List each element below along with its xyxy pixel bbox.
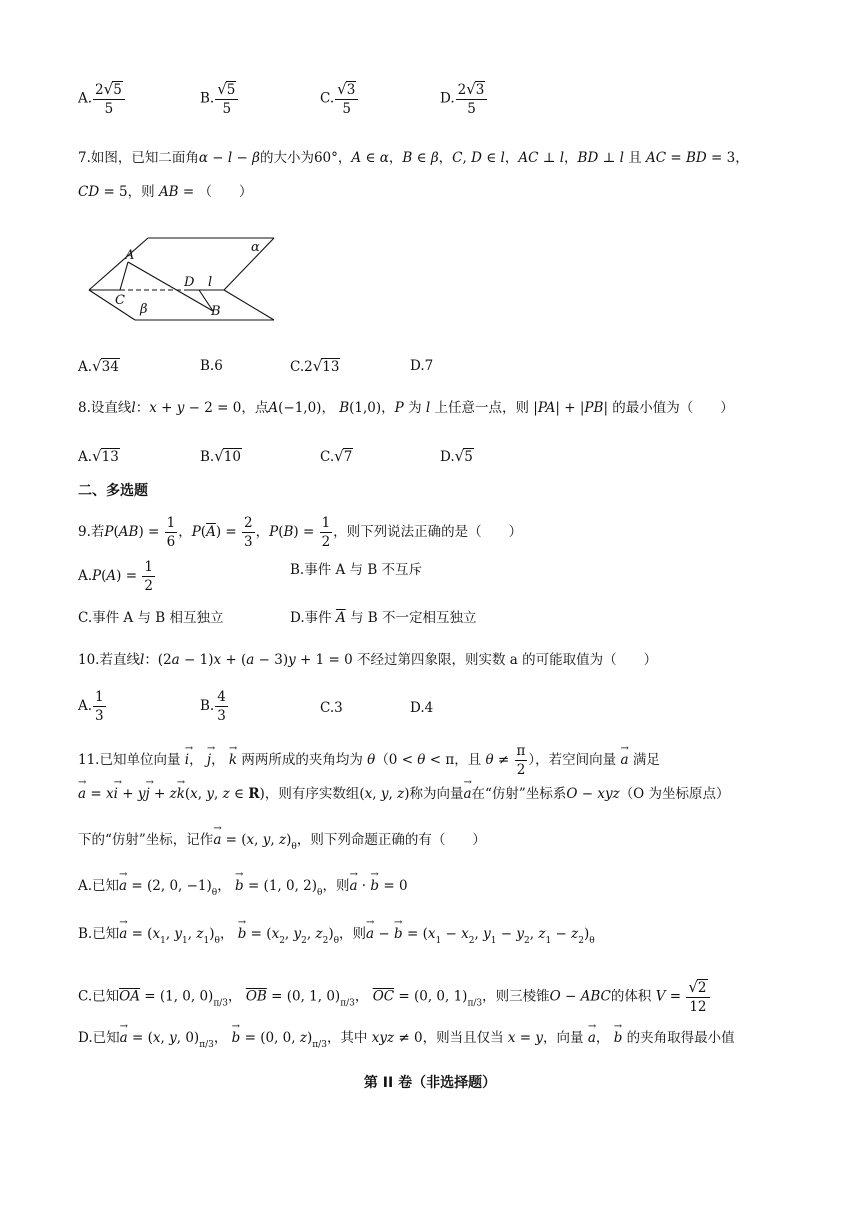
q9-stem: 9.若P(AB) = $\frac{1}{6}$ ，$P(\overline{A})$ = $\frac{2}{3}$ ，P(B) = $\frac{1}{2}$ ，则下列说法正确的是（ ）	[78, 515, 523, 550]
part-2-title: 第 II 卷（非选择题）	[363, 1075, 497, 1091]
q9-option-d: D.事件 $\overline{A}$ 与 B 不一定相互独立	[290, 610, 477, 626]
q10-option-c: C.3	[320, 700, 343, 716]
q6-option-b: B. $\frac{√5}{5}$	[200, 80, 239, 118]
q11-option-b: B.已知→ $a = (x_1$, $y_1$, $z_1)_\theta$， → $b = (x_2$, $y_2$, $z_2)_\theta$，则→ a − → $b = (x_1 - x_2$, $y_1 - y_2$, $z_1 - z_2)_\theta$	[78, 924, 595, 951]
label-alpha: α	[251, 240, 260, 255]
q9-option-c: C.事件 A 与 B 相互独立	[78, 610, 224, 626]
label-l: l	[208, 275, 213, 290]
section-multiple-choice: 二、多选题	[78, 483, 148, 499]
q7-dihedral-figure	[80, 228, 290, 328]
q9-option-a: A.P(A) = $\frac{1}{2}$	[78, 559, 153, 594]
q10-stem: 10.若直线l：(2a − 1)x + (a − 3)y + 1 = 0 不经过第四象限，则实数 a 的可能取值为（ ）	[78, 652, 658, 668]
q6-option-a: A. $\frac{2√5}{5}$	[78, 80, 126, 118]
q10-option-a: A. $\frac{1}{3}$	[78, 689, 104, 724]
label-c: C	[115, 293, 125, 308]
q7-option-b: B.6	[200, 358, 223, 374]
q10-option-d: D.4	[410, 700, 434, 716]
label-a: A	[125, 248, 135, 263]
q11-option-a: A.已知→ a = (2, 0, $-1)_\theta$， → b = (1, 0, $2)_\theta$，则→ a · → b = 0	[78, 876, 408, 903]
label-beta: β	[140, 302, 148, 317]
q11-stem-line3: 下的“仿射”坐标，记作→ a = (x, y, $z)_\theta$，则下列命题正确的有（ ）	[78, 830, 486, 857]
q7-option-c: C.2√13	[290, 357, 340, 375]
q8-option-b: B.√10	[200, 447, 241, 465]
q8-stem: 8.设直线l：x + y − 2 = 0，点A(−1,0)， B(1,0)，P 为 l 上任意一点，则 |PA| + |PB| 的最小值为（ ）	[78, 400, 734, 416]
label-b: B	[211, 304, 221, 319]
q6-option-c: C. $\frac{√3}{5}$	[320, 80, 359, 118]
q10-option-b: B. $\frac{4}{3}$	[200, 689, 226, 724]
q6-option-d: D. $\frac{2√3}{5}$	[440, 80, 488, 118]
q7-stem-line2: CD = 5，则 AB = （ ）	[78, 184, 253, 200]
q8-option-d: D.√5	[440, 447, 473, 465]
q11-option-d: D.已知→ a = (x, y, $0)_{\pi/3}$， → b = (0, 0, $z)_{\pi/3}$，其中 xyz ≠ 0，则当且仅当 x = y，向量 → a， → b 的夹角取得最小值	[78, 1028, 735, 1055]
q9-option-b: B.事件 A 与 B 不互斥	[290, 562, 423, 578]
q11-stem-line1: 11.已知单位向量 → i， → j， → k 两两所成的夹角均为 θ（0 < θ < π，且 θ ≠ $\frac{\pi}{2}$ ），若空间向量 → a 满足	[78, 742, 660, 779]
q11-stem-line2: → a = x→ i + y→ j + z→ k(x, y, z ∈ R)，则有序实数组(x, y, z)称为向量→ a在“仿射”坐标系O − xyz（O 为坐标原点）	[78, 784, 730, 804]
q8-option-c: C.√7	[320, 447, 353, 465]
q11-option-c: C.已知$\overline{OA} = (1$, 0, $0)_{\pi/3}$， $\overline{OB} = (0$, 1, $0)_{\pi/3}$， $\overline{OC} = (0$, 0, $1)_{\pi/3}$，则三棱锥O − ABC的体积 V = $\frac{√2}{12}$	[78, 978, 711, 1016]
q7-option-a: A.√34	[78, 357, 119, 375]
q8-option-a: A.√13	[78, 447, 119, 465]
q7-option-d: D.7	[410, 358, 434, 374]
q7-stem-line1: 7.如图，已知二面角α − l − β的大小为60°，A ∈ α，B ∈ β，C, D ∈ l，AC ⊥ l，BD ⊥ l 且 AC = BD = 3，	[78, 150, 749, 166]
label-d: D	[184, 275, 195, 290]
